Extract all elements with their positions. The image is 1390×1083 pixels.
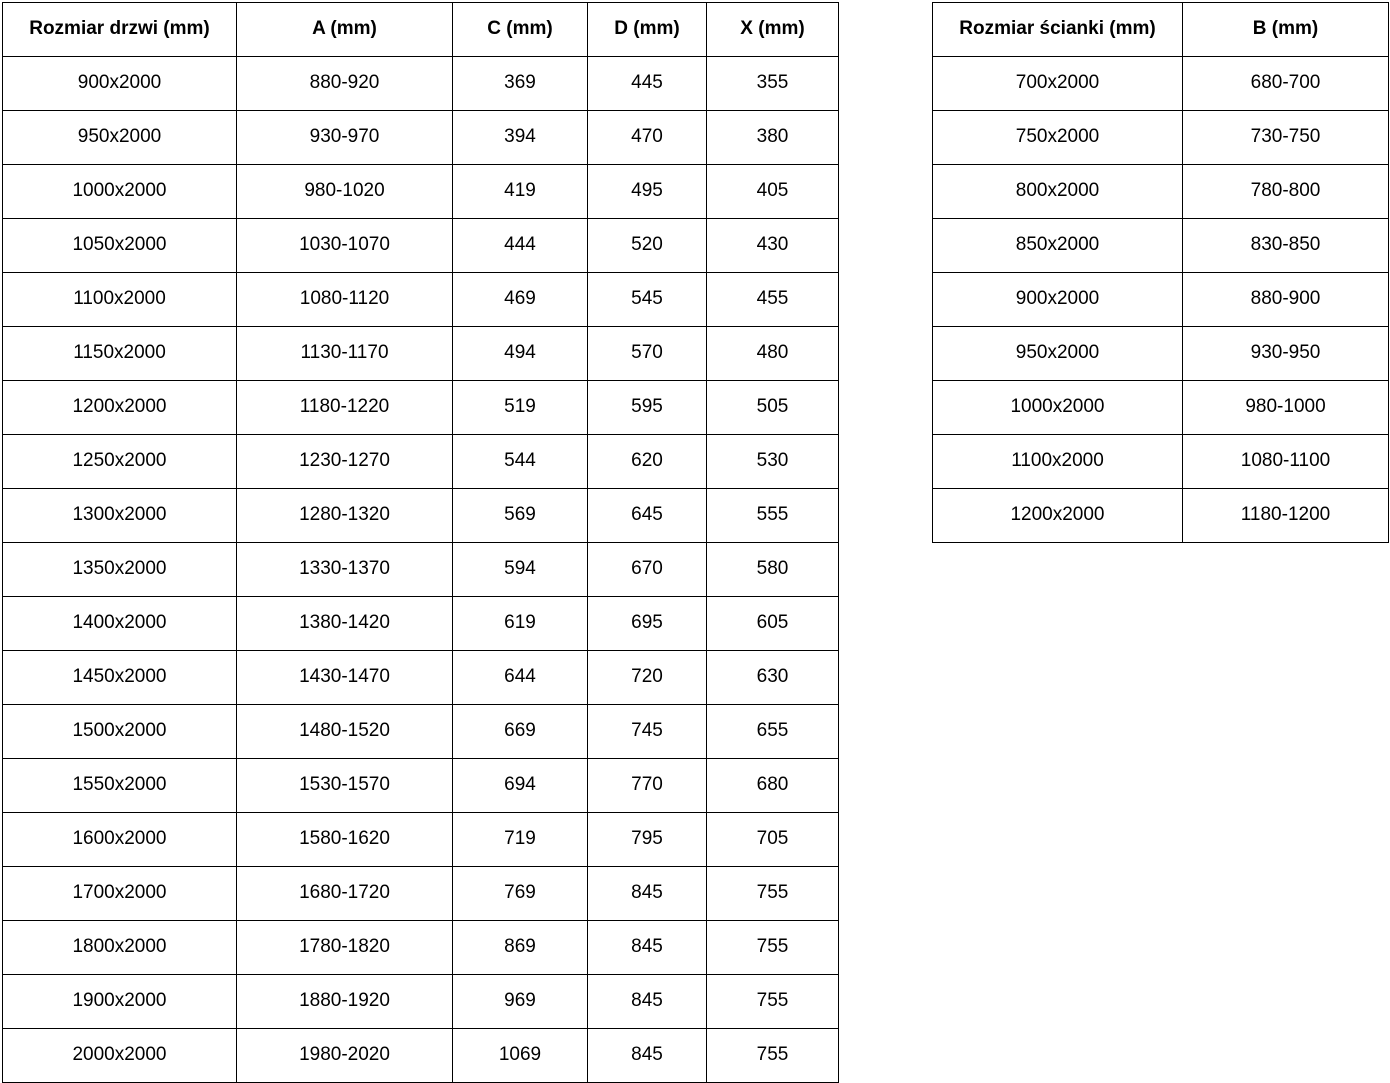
cell-b: 930-950 <box>1183 327 1389 381</box>
column-header-a: A (mm) <box>237 3 453 57</box>
cell-x: 530 <box>707 435 839 489</box>
cell-wall-size: 900x2000 <box>933 273 1183 327</box>
cell-door-size: 1300x2000 <box>3 489 237 543</box>
cell-a: 1230-1270 <box>237 435 453 489</box>
cell-d: 445 <box>588 57 707 111</box>
cell-door-size: 900x2000 <box>3 57 237 111</box>
table-row <box>3 543 839 597</box>
cell-a: 1480-1520 <box>237 705 453 759</box>
cell-c: 544 <box>453 435 588 489</box>
column-header-x: X (mm) <box>707 3 839 57</box>
table-row <box>3 489 839 543</box>
cell-wall-size: 850x2000 <box>933 219 1183 273</box>
table-header-row <box>3 3 839 57</box>
cell-x: 705 <box>707 813 839 867</box>
cell-x: 480 <box>707 327 839 381</box>
table-row <box>3 651 839 705</box>
cell-c: 369 <box>453 57 588 111</box>
cell-door-size: 1100x2000 <box>3 273 237 327</box>
cell-door-size: 1400x2000 <box>3 597 237 651</box>
table-row <box>933 111 1389 165</box>
cell-x: 605 <box>707 597 839 651</box>
cell-door-size: 1900x2000 <box>3 975 237 1029</box>
cell-a: 1030-1070 <box>237 219 453 273</box>
cell-x: 630 <box>707 651 839 705</box>
cell-b: 880-900 <box>1183 273 1389 327</box>
table-row <box>933 435 1389 489</box>
cell-x: 430 <box>707 219 839 273</box>
wall-panel-size-table <box>932 2 1389 543</box>
cell-d: 670 <box>588 543 707 597</box>
cell-d: 845 <box>588 921 707 975</box>
cell-door-size: 950x2000 <box>3 111 237 165</box>
cell-d: 495 <box>588 165 707 219</box>
table-row <box>933 57 1389 111</box>
cell-b: 1080-1100 <box>1183 435 1389 489</box>
cell-c: 769 <box>453 867 588 921</box>
cell-door-size: 1550x2000 <box>3 759 237 813</box>
cell-wall-size: 800x2000 <box>933 165 1183 219</box>
cell-d: 695 <box>588 597 707 651</box>
cell-a: 1880-1920 <box>237 975 453 1029</box>
cell-a: 1980-2020 <box>237 1029 453 1083</box>
cell-a: 1430-1470 <box>237 651 453 705</box>
cell-b: 680-700 <box>1183 57 1389 111</box>
cell-c: 694 <box>453 759 588 813</box>
column-header-c: C (mm) <box>453 3 588 57</box>
column-header-b: B (mm) <box>1183 3 1389 57</box>
table-row <box>933 327 1389 381</box>
cell-c: 419 <box>453 165 588 219</box>
cell-c: 669 <box>453 705 588 759</box>
cell-c: 394 <box>453 111 588 165</box>
cell-door-size: 1450x2000 <box>3 651 237 705</box>
cell-door-size: 2000x2000 <box>3 1029 237 1083</box>
cell-door-size: 1200x2000 <box>3 381 237 435</box>
table-row <box>3 1029 839 1083</box>
cell-c: 644 <box>453 651 588 705</box>
cell-a: 1530-1570 <box>237 759 453 813</box>
cell-b: 780-800 <box>1183 165 1389 219</box>
table-row <box>3 327 839 381</box>
table-row <box>3 867 839 921</box>
table-row <box>3 435 839 489</box>
cell-a: 1080-1120 <box>237 273 453 327</box>
cell-c: 519 <box>453 381 588 435</box>
cell-door-size: 1500x2000 <box>3 705 237 759</box>
table-row <box>933 165 1389 219</box>
cell-door-size: 1600x2000 <box>3 813 237 867</box>
table-row <box>3 57 839 111</box>
cell-b: 1180-1200 <box>1183 489 1389 543</box>
cell-b: 830-850 <box>1183 219 1389 273</box>
cell-wall-size: 1100x2000 <box>933 435 1183 489</box>
table-row <box>3 759 839 813</box>
cell-door-size: 1050x2000 <box>3 219 237 273</box>
table-row <box>933 381 1389 435</box>
cell-a: 880-920 <box>237 57 453 111</box>
cell-c: 469 <box>453 273 588 327</box>
cell-d: 545 <box>588 273 707 327</box>
cell-a: 1380-1420 <box>237 597 453 651</box>
door-size-table <box>2 2 839 1083</box>
cell-door-size: 1000x2000 <box>3 165 237 219</box>
cell-c: 494 <box>453 327 588 381</box>
table-header-row <box>933 3 1389 57</box>
cell-a: 1180-1220 <box>237 381 453 435</box>
cell-x: 655 <box>707 705 839 759</box>
cell-c: 619 <box>453 597 588 651</box>
cell-wall-size: 700x2000 <box>933 57 1183 111</box>
cell-c: 569 <box>453 489 588 543</box>
cell-d: 845 <box>588 975 707 1029</box>
cell-d: 745 <box>588 705 707 759</box>
cell-b: 730-750 <box>1183 111 1389 165</box>
cell-x: 505 <box>707 381 839 435</box>
cell-d: 520 <box>588 219 707 273</box>
cell-a: 1280-1320 <box>237 489 453 543</box>
cell-x: 580 <box>707 543 839 597</box>
table-row <box>3 921 839 975</box>
cell-d: 845 <box>588 867 707 921</box>
cell-a: 1780-1820 <box>237 921 453 975</box>
cell-c: 444 <box>453 219 588 273</box>
table-row <box>3 597 839 651</box>
cell-x: 455 <box>707 273 839 327</box>
cell-wall-size: 750x2000 <box>933 111 1183 165</box>
cell-door-size: 1150x2000 <box>3 327 237 381</box>
cell-b: 980-1000 <box>1183 381 1389 435</box>
table-row <box>3 273 839 327</box>
column-header-d: D (mm) <box>588 3 707 57</box>
cell-d: 570 <box>588 327 707 381</box>
table-row <box>3 165 839 219</box>
cell-x: 380 <box>707 111 839 165</box>
table-row <box>3 705 839 759</box>
cell-door-size: 1800x2000 <box>3 921 237 975</box>
cell-a: 1330-1370 <box>237 543 453 597</box>
cell-d: 620 <box>588 435 707 489</box>
cell-x: 355 <box>707 57 839 111</box>
cell-a: 980-1020 <box>237 165 453 219</box>
cell-d: 595 <box>588 381 707 435</box>
table-row <box>933 273 1389 327</box>
cell-d: 720 <box>588 651 707 705</box>
cell-wall-size: 950x2000 <box>933 327 1183 381</box>
cell-d: 795 <box>588 813 707 867</box>
cell-x: 755 <box>707 921 839 975</box>
cell-d: 645 <box>588 489 707 543</box>
cell-a: 1130-1170 <box>237 327 453 381</box>
table-row <box>3 219 839 273</box>
column-header-door-size: Rozmiar drzwi (mm) <box>3 3 237 57</box>
cell-a: 1680-1720 <box>237 867 453 921</box>
cell-a: 1580-1620 <box>237 813 453 867</box>
cell-door-size: 1250x2000 <box>3 435 237 489</box>
cell-x: 755 <box>707 1029 839 1083</box>
cell-c: 719 <box>453 813 588 867</box>
cell-c: 1069 <box>453 1029 588 1083</box>
cell-x: 680 <box>707 759 839 813</box>
cell-d: 470 <box>588 111 707 165</box>
cell-d: 770 <box>588 759 707 813</box>
cell-c: 869 <box>453 921 588 975</box>
cell-x: 555 <box>707 489 839 543</box>
cell-door-size: 1350x2000 <box>3 543 237 597</box>
cell-c: 969 <box>453 975 588 1029</box>
cell-x: 405 <box>707 165 839 219</box>
cell-door-size: 1700x2000 <box>3 867 237 921</box>
cell-x: 755 <box>707 975 839 1029</box>
table-row <box>3 813 839 867</box>
cell-wall-size: 1200x2000 <box>933 489 1183 543</box>
table-row <box>933 219 1389 273</box>
table-row <box>3 111 839 165</box>
cell-x: 755 <box>707 867 839 921</box>
table-row <box>3 975 839 1029</box>
column-header-wall-size: Rozmiar ścianki (mm) <box>933 3 1183 57</box>
table-row <box>933 489 1389 543</box>
cell-d: 845 <box>588 1029 707 1083</box>
cell-a: 930-970 <box>237 111 453 165</box>
cell-c: 594 <box>453 543 588 597</box>
cell-wall-size: 1000x2000 <box>933 381 1183 435</box>
table-row <box>3 381 839 435</box>
